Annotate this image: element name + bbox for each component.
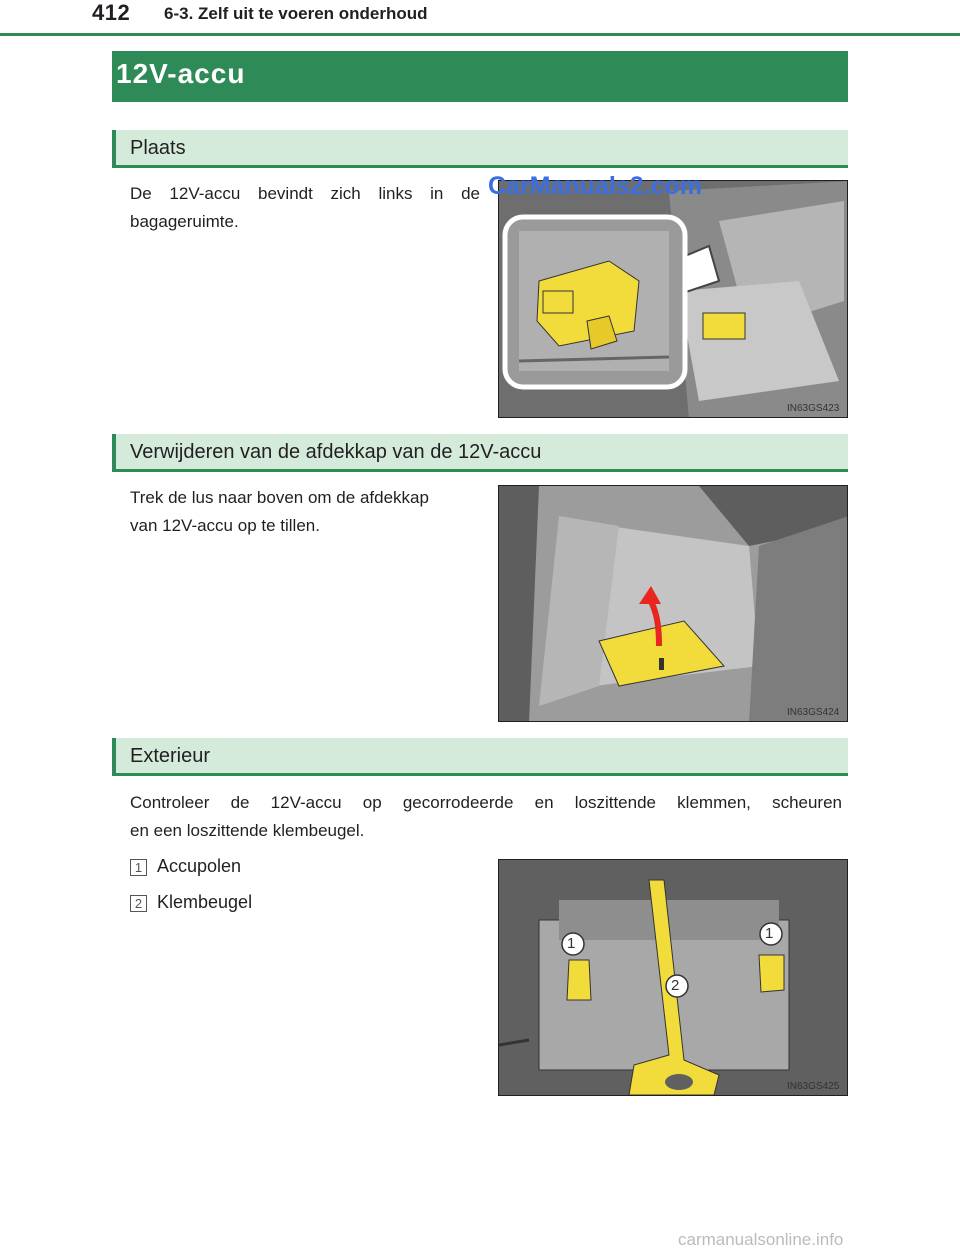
section-accent bbox=[112, 738, 116, 776]
callout-number: 2 bbox=[671, 977, 680, 994]
cover-removal-illustration bbox=[498, 485, 848, 722]
callout-number: 1 bbox=[130, 859, 147, 876]
section-accent bbox=[112, 434, 116, 472]
section-text-line: en een loszittende klembeugel. bbox=[130, 821, 365, 840]
section-text-line: van 12V-accu op te tillen. bbox=[130, 516, 320, 535]
list-item-label: Accupolen bbox=[157, 856, 242, 876]
section-accent bbox=[112, 130, 116, 168]
section-bar-plaats bbox=[112, 130, 848, 168]
callout-number: 1 bbox=[765, 925, 774, 942]
footer-watermark: carmanualsonline.info bbox=[678, 1230, 844, 1249]
callout-number: 1 bbox=[567, 935, 576, 952]
battery-terminals-illustration bbox=[498, 859, 848, 1096]
section-text-line: Controleer de 12V-accu op gecorrodeerde en loszittende klemmen, scheuren bbox=[130, 793, 842, 812]
main-title: 12V-accu bbox=[116, 58, 246, 89]
chapter-title: 6-3. Zelf uit te voeren onderhoud bbox=[164, 4, 428, 23]
header-rule bbox=[0, 33, 960, 36]
callout-number: 2 bbox=[130, 895, 147, 912]
image-code: IN63GS423 bbox=[787, 403, 840, 414]
section-title-exterieur: Exterieur bbox=[130, 745, 211, 767]
list-item-label: Klembeugel bbox=[157, 892, 253, 912]
battery-location-illustration bbox=[498, 180, 848, 418]
image-code: IN63GS424 bbox=[787, 707, 840, 718]
section-title-verwijderen: Verwijderen van de afdekkap van de 12V-accu bbox=[130, 441, 542, 463]
section-text-line: De 12V-accu bevindt zich links in de bbox=[130, 184, 480, 203]
section-bar-exterieur bbox=[112, 738, 848, 776]
image-code: IN63GS425 bbox=[787, 1081, 840, 1092]
page-number: 412 bbox=[92, 0, 131, 25]
section-text-line: bagageruimte. bbox=[130, 212, 239, 231]
watermark-carmanuals2: CarManuals2.com bbox=[488, 172, 702, 200]
section-text-line: Trek de lus naar boven om de afdekkap bbox=[130, 488, 429, 507]
section-title-plaats: Plaats bbox=[130, 137, 186, 159]
